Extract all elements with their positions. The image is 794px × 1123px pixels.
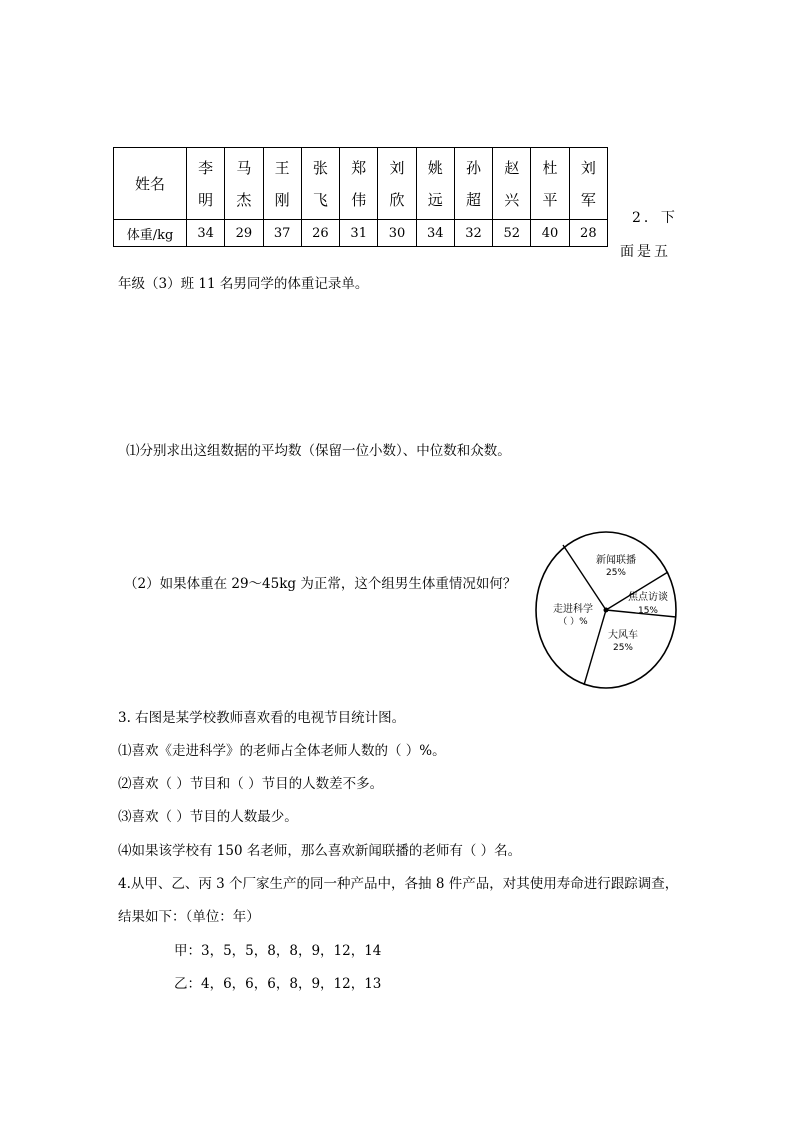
weight-cell: 30 <box>378 220 416 247</box>
slice-value: 15% <box>637 606 659 616</box>
q3-s1: ⑴喜欢《走进科学》的老师占全体老师人数的（ ）%。 <box>118 743 446 759</box>
header-label: 姓名 <box>114 148 187 220</box>
slice-label: 新闻联播 <box>596 555 636 566</box>
side-text-line1: 2．下 <box>632 210 678 226</box>
name-cell: 孙 超 <box>454 148 492 220</box>
row-label: 体重/kg <box>114 220 187 247</box>
weight-cell: 28 <box>569 220 607 247</box>
q3-s2: ⑵喜欢（ ）节目和（ ）节目的人数差不多。 <box>118 776 384 792</box>
slice-value: （ ）% <box>558 617 588 627</box>
weight-cell: 29 <box>225 220 263 247</box>
q3-s3: ⑶喜欢（ ）节目的人数最少。 <box>118 809 298 825</box>
weight-cell: 34 <box>187 220 225 247</box>
weight-cell: 32 <box>454 220 492 247</box>
q4-yi: 乙：4，6，6，6，8，9，12，13 <box>174 976 382 992</box>
name-cell: 王 刚 <box>263 148 301 220</box>
weight-cell: 26 <box>301 220 339 247</box>
weight-cell: 40 <box>531 220 569 247</box>
weight-cell: 31 <box>340 220 378 247</box>
name-cell: 刘 欣 <box>378 148 416 220</box>
q4-line1: 4.从甲、乙、丙 3 个厂家生产的同一种产品中，各抽 8 件产品，对其使用寿命进行跟踪调查， <box>118 876 679 892</box>
q4-line2: 结果如下：（单位：年） <box>118 909 260 925</box>
name-cell: 姚 远 <box>416 148 454 220</box>
name-cell: 郑 伟 <box>340 148 378 220</box>
table-row-weights <box>114 220 608 247</box>
weight-cell: 52 <box>493 220 531 247</box>
slice-label: 大风车 <box>608 630 638 641</box>
table-row-names <box>114 148 608 220</box>
slice-label: 焦点访谈 <box>628 592 668 603</box>
q3-s4: ⑷如果该学校有 150 名老师，那么喜欢新闻联播的老师有（ ）名。 <box>118 843 522 859</box>
weight-cell: 37 <box>263 220 301 247</box>
name-cell: 赵 兴 <box>493 148 531 220</box>
weight-cell: 34 <box>416 220 454 247</box>
name-cell: 刘 军 <box>569 148 607 220</box>
name-cell: 张 飞 <box>301 148 339 220</box>
pie-chart <box>530 527 682 693</box>
name-cell: 马 杰 <box>225 148 263 220</box>
slice-value: 25% <box>605 568 627 578</box>
slice-value: 25% <box>612 643 634 653</box>
q2-part1: ⑴分别求出这组数据的平均数（保留一位小数）、中位数和众数。 <box>126 443 511 459</box>
weight-table <box>113 147 608 247</box>
name-cell: 李 明 <box>187 148 225 220</box>
q3-title: 3. 右图是某学校教师喜欢看的电视节目统计图。 <box>118 710 406 726</box>
q2-intro: 年级（3）班 11 名男同学的体重记录单。 <box>118 276 369 292</box>
side-text-line2: 面是五 <box>620 244 671 260</box>
q2-part2: （2）如果体重在 29～45kg 为正常，这个组男生体重情况如何？ <box>124 576 517 592</box>
name-cell: 杜 平 <box>531 148 569 220</box>
slice-label: 走进科学 <box>553 604 593 615</box>
q4-jia: 甲：3，5，5，8，8，9，12，14 <box>174 943 382 959</box>
pie-center <box>604 608 609 613</box>
